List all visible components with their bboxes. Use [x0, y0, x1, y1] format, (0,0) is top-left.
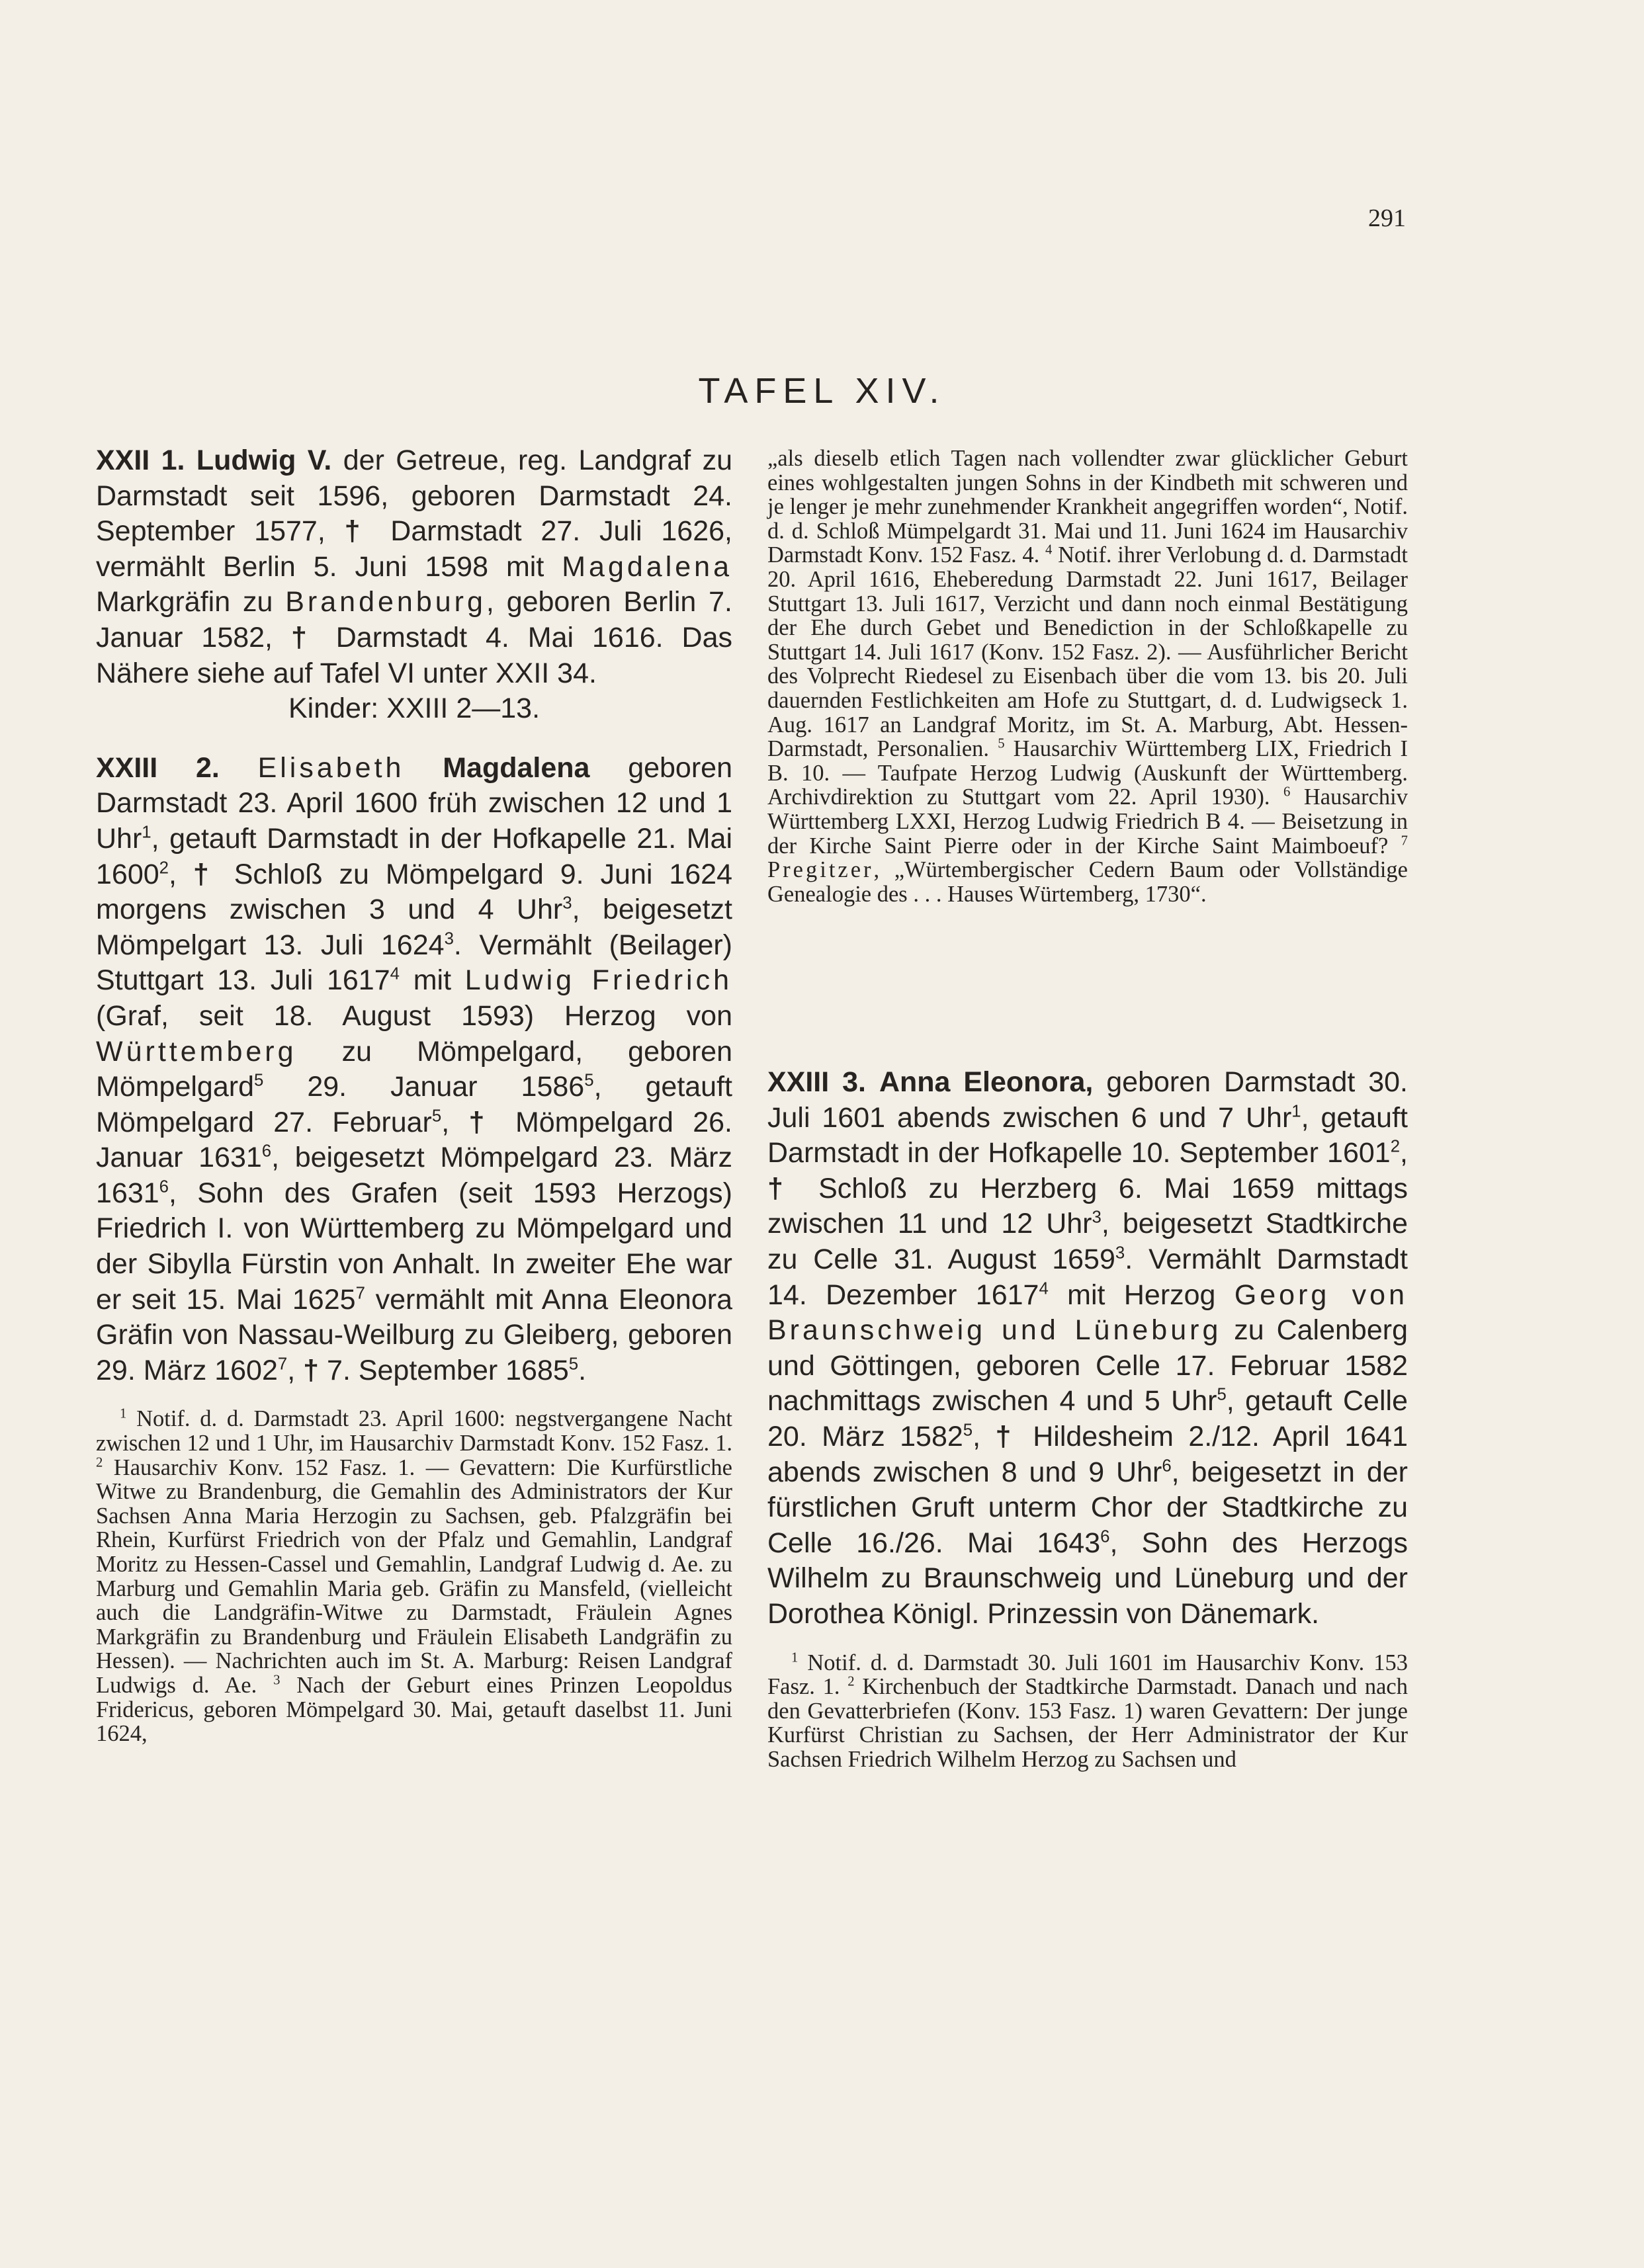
first-name: Elisabeth [257, 751, 405, 784]
entry-text: geboren Darmstadt 23. April 1600 früh zwischen 12 und 1 Uhr [96, 751, 732, 855]
footnote-ref: 6 [261, 1142, 272, 1161]
footnote-ref: 6 [1162, 1456, 1172, 1476]
children-reference: Kinder: XXIII 2—13. [288, 693, 541, 725]
footnotes [96, 1407, 732, 1745]
entry-text: 29. Januar 1586 [263, 1071, 585, 1103]
entry-text: Mömpelgard 26. Januar 1631 [96, 1106, 732, 1174]
footnote-text: Hausarchiv Württemberg LIX, Friedrich I B. 10. — Taufpate Herzog Ludwig (Auskunft der Württemberg. Archivdirektion zu Stuttgart vom 22. April 1930). [767, 736, 1408, 810]
footnote-ref: 2 [1390, 1137, 1401, 1156]
entry-text: geboren Darmstadt 30. Juli 1601 abends zwischen 6 und 7 Uhr [767, 1066, 1408, 1134]
footnote-number: 4 [1045, 542, 1053, 558]
footnote-number: 1 [120, 1406, 127, 1421]
footnote-number: 2 [96, 1455, 103, 1470]
entry-text: , beigesetzt Stadtkirche zu Celle 31. August 1659 [767, 1208, 1408, 1275]
footnote-ref: 2 [159, 859, 169, 878]
footnote-ref: 1 [142, 823, 151, 842]
spouse-name: Ludwig Friedrich [464, 964, 733, 997]
entry-text: , beigesetzt in der fürstlichen Gruft unterm Chor der Stadtkirche zu Celle 16./26. Mai 1643 [767, 1456, 1408, 1559]
footnote-number: 7 [1401, 833, 1408, 848]
entry-text: , beigesetzt Mömpelgard 23. März 1631 [96, 1142, 732, 1209]
footnote-ref: 4 [390, 964, 400, 984]
footnote-ref: 5 [254, 1071, 264, 1090]
dagger-symbol: † [468, 1106, 496, 1138]
entry-text: . Vermählt (Beilager) Stuttgart 13. Juli 1617 [96, 929, 733, 997]
footnote-text: Notif. d. d. Darmstadt 30. Juli 1601 im Hausarchiv Konv. 153 Fasz. 1. [767, 1650, 1408, 1700]
entry-id: XXIII 3. [767, 1066, 866, 1098]
person-name: Magdalena [443, 751, 590, 784]
dagger-symbol: † [995, 1420, 1018, 1452]
footnote-ref: 5 [963, 1421, 973, 1440]
footnote-ref: 7 [277, 1355, 288, 1374]
footnote-text: Nach der Geburt eines Prinzen Leopoldus Fridericus, geboren Mömpelgard 30. Mai, getauft daselbst 11. Juni 1624, [96, 1672, 732, 1747]
entry-text: , [287, 1354, 304, 1386]
entry-text: , getauft Celle 20. März 1582 [767, 1385, 1408, 1452]
dagger-symbol: † [767, 1172, 797, 1204]
dagger-symbol: † [344, 515, 372, 548]
entry-text: Darmstadt 4. Mai 1616. Das Nähere siehe auf Tafel VI unter XXII 34. [96, 621, 732, 689]
entry-text: . [578, 1354, 587, 1386]
entry-text: zu Mömpelgard, geboren Mömpelgard [96, 1035, 732, 1103]
entry-text: der Getreue, reg. Landgraf [331, 444, 691, 476]
entry-id: XXIII 2. [96, 751, 220, 784]
left-column [96, 443, 732, 1746]
footnote-ref: 1 [1291, 1102, 1301, 1121]
entry-text: , beigesetzt Mömpelgart 13. Juli 1624 [96, 894, 732, 961]
entry-text: , getauft Darmstadt in der Hofkapelle 21. Mai 1600 [96, 822, 732, 890]
entry-text: . Vermählt Darmstadt 14. Dezember 1617 [767, 1243, 1408, 1311]
right-column [767, 1065, 1408, 1771]
entry-text: mit Herzog [1048, 1279, 1234, 1311]
author-name: Pregitzer [767, 857, 874, 883]
entry-text: zu Darmstadt seit 1596, geboren Darmstadt 24. September 1577, [96, 444, 732, 548]
footnote-ref: 3 [562, 894, 572, 913]
entry-text: , [441, 1106, 469, 1138]
footnote-number: 6 [1283, 784, 1291, 800]
entry-text: Hildesheim 2./12. April 1641 abends zwischen 8 und 9 Uhr [767, 1420, 1408, 1488]
entry-xxiii-3 [767, 1065, 1408, 1632]
footnote-number: 1 [791, 1650, 799, 1665]
footnote-text: Hausarchiv Württemberg LXXI, Herzog Ludwig Friedrich B 4. — Beisetzung in der Kirche Saint Pierre oder in der Kirche Saint Maimboeuf? [767, 784, 1408, 859]
footnote-ref: 7 [355, 1284, 365, 1303]
footnote-number: 5 [998, 736, 1005, 751]
entry-text: vermählt mit Anna Eleonora Gräfin von Nassau-Weilburg zu Gleiberg, geboren 29. März 1602 [96, 1283, 732, 1386]
entry-text: , [169, 858, 193, 890]
entry-text: Schloß zu Herzberg 6. Mai 1659 mittags zwischen 11 und 12 Uhr [767, 1172, 1408, 1240]
footnote-text: Hausarchiv Konv. 152 Fasz. 1. — Gevattern: Die Kurfürstliche Witwe zu Brandenburg, die Gemahlin des Administrators der Kur Sachsen Anna Maria Herzogin zu Sachsen, geb. Pfalzgräfin bei Rhein, Kurfürst Friedrich von der Pfalz und Gemahlin, Landgraf Moritz zu Hessen-Cassel und Gemahlin, Landgraf Ludwig d. Ae. zu Marburg und Gemahlin Maria geb. Gräfin zu Mansfeld, (vielleicht auch die Landgräfin-Witwe zu Darmstadt, Fräulein Agnes Markgräfin zu Brandenburg und Fräulein Elisabeth Landgräfin zu Hessen). — Nachrichten auch im St. A. Marburg: Reisen Landgraf Ludwigs d. Ae. [96, 1454, 732, 1698]
entry-text: , geboren Berlin 7. Januar 1582, [96, 586, 732, 653]
page-number: 291 [1368, 204, 1406, 232]
footnote-ref: 3 [444, 929, 454, 948]
footnote-text: , „Würtembergischer Cedern Baum oder Vollständige Genealogie des . . . Hauses Würtemberg, 1730“. [767, 857, 1408, 907]
right-column-footnotes [767, 446, 1408, 906]
footnote-ref: 6 [159, 1177, 169, 1197]
dagger-symbol: † [290, 621, 318, 653]
dagger-symbol: † [303, 1354, 320, 1386]
entry-text: , [973, 1420, 996, 1452]
entry-text: zu Calenberg und Göttingen, geboren Celle 17. Februar 1582 nachmittags zwischen 4 und 5 Uhr [767, 1314, 1408, 1417]
spouse-name: Georg von Braunschweig und Lüneburg [767, 1279, 1408, 1347]
footnote-ref: 5 [1217, 1386, 1227, 1405]
entry-text: mit [400, 964, 465, 997]
footnote-number: 3 [273, 1673, 281, 1688]
entry-text: , getauft Mömpelgard 27. Februar [96, 1071, 732, 1138]
footnote-ref: 5 [431, 1107, 442, 1126]
footnote-ref: 6 [1100, 1527, 1110, 1546]
entry-text: Schloß zu Mömpelgard 9. Juni 1624 morgens zwischen 3 und 4 Uhr [96, 858, 732, 926]
person-name: Anna Eleonora, [879, 1066, 1094, 1098]
page-title: TAFEL XIV. [698, 371, 946, 411]
entry-text: , getauft Darmstadt in der Hofkapelle 10. September 1601 [767, 1101, 1408, 1169]
spouse-name: Magdalena [562, 550, 732, 583]
entry-text: Markgräfin zu [96, 586, 286, 618]
dagger-symbol: † [193, 858, 218, 890]
entry-text: (Graf, seit 18. August 1593) Herzog von [96, 999, 732, 1032]
footnote-number: 2 [847, 1674, 855, 1689]
entry-text: , [1400, 1137, 1408, 1169]
footnote-ref: 4 [1039, 1279, 1049, 1298]
footnote-text: „als dieselb etlich Tagen nach vollendter zwar glücklicher Geburt eines wohlgestalten jungen Sohns in der Kindbeth mit schweren und je lenger je mehr zunehmender Krankheit angegriffen worden“, Notif. d. d. Schloß Mümpelgardt 31. Mai und 11. Juni 1624 im Hausarchiv Darmstadt Konv. 152 Fasz. 4. [767, 446, 1408, 568]
footnotes [767, 1651, 1408, 1772]
footnote-ref: 5 [584, 1071, 594, 1090]
footnotes-continued [767, 446, 1408, 906]
entry-xxii-1 [96, 443, 732, 691]
entry-xxiii-2 [96, 751, 732, 1389]
footnote-ref: 3 [1092, 1208, 1102, 1228]
entry-id: XXII 1. [96, 444, 185, 476]
entry-text: 7. September 1685 [319, 1354, 569, 1386]
entry-text: , Sohn des Herzogs Wilhelm zu Braunschweig und Lüneburg und der Dorothea Königl. Prinzessin von Dänemark. [767, 1527, 1408, 1630]
footnote-text: Kirchenbuch der Stadtkirche Darmstadt. Danach und nach den Gevatterbriefen (Konv. 153 Fasz. 1) waren Gevattern: Der junge Kurfürst Christian zu Sachsen, der Herr Administrator der Kur Sachsen Friedrich Wilhelm Herzog zu Sachsen und [767, 1674, 1408, 1772]
footnote-text: Notif. ihrer Verlobung d. d. Darmstadt 20. April 1616, Eheberedung Darmstadt 22. Juni 1617, Beilager Stuttgart 13. Juli 1617, Verzicht und dann noch einmal Bestätigung der Ehe durch Gebet und Benediction in der Schloßkapelle zu Stuttgart 14. Juli 1617 (Konv. 152 Fasz. 2). — Ausführlicher Bericht des Volprecht Riedesel zu Eisenbach über die vom 13. bis 20. Juli dauernden Festlichkeiten am Hofe zu Stuttgart, d. d. Ludwigseck 1. Aug. 1617 an Landgraf Moritz, im St. A. Marburg, Abt. Hessen-Darmstadt, Personalien. [767, 542, 1408, 762]
spouse-house: Brandenburg [285, 586, 486, 618]
spouse-house: Württemberg [96, 1035, 297, 1068]
footnote-text: Notif. d. d. Darmstadt 23. April 1600: negstvergangene Nacht zwischen 12 und 1 Uhr, im Hausarchiv Darmstadt Konv. 152 Fasz. 1. [96, 1406, 732, 1456]
person-name: Ludwig V. [196, 444, 332, 476]
footnote-ref: 5 [568, 1355, 579, 1374]
footnote-ref: 3 [1115, 1243, 1125, 1263]
entry-text: , Sohn des Grafen (seit 1593 Herzogs) Friedrich I. von Württemberg zu Mömpelgard und der Sibylla Fürstin von Anhalt. In zweiter Ehe war er seit 15. Mai 1625 [96, 1177, 732, 1316]
entry-text: Darmstadt 27. Juli 1626, vermählt Berlin 5. Juni 1598 mit [96, 515, 733, 583]
